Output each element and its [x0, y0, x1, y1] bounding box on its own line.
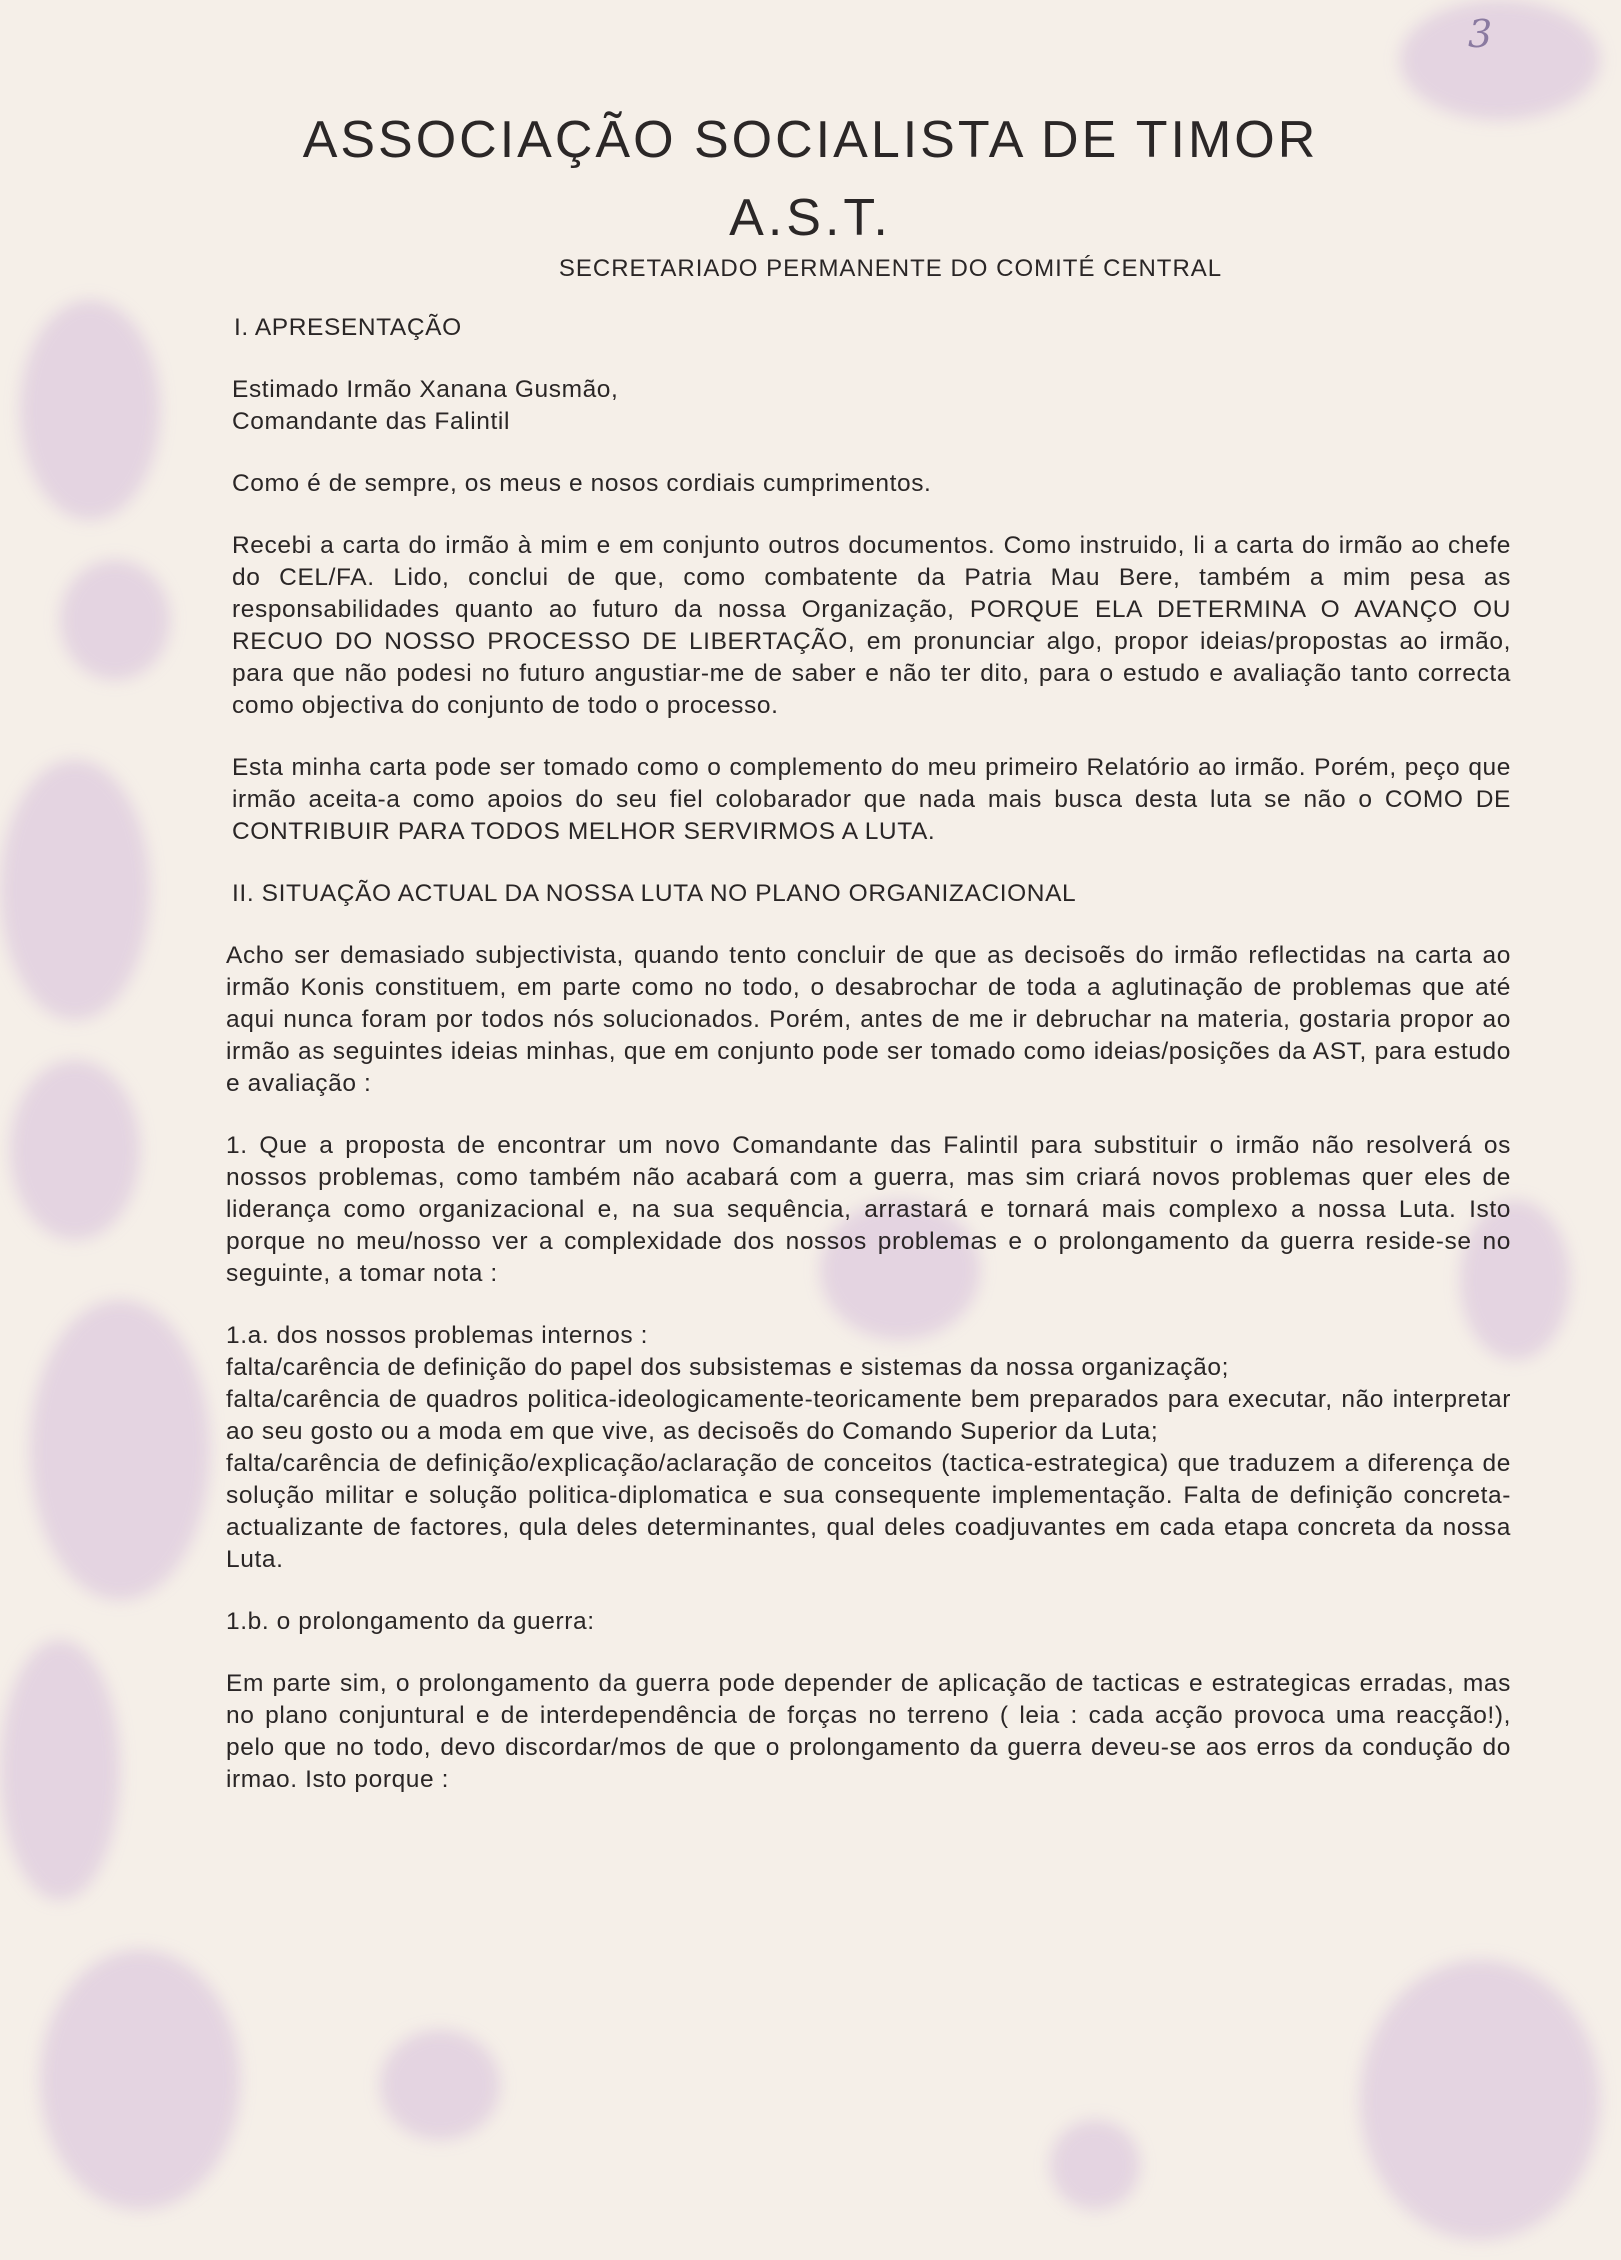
- salutation-line-2: Comandante das Falintil: [232, 408, 511, 435]
- paragraph-3: Acho ser demasiado subjectivista, quando tento concluir de que as decisoẽs do irmão reflectidas na carta ao irmão Konis constituem, em parte como no todo, o desabrochar de toda a aglutinação de problemas que até aqui nunca foram por todos nós solucionados. Porém, antes de me ir debruchar na materia, gostaria propor ao irmão as seguintes ideias minhas, que em conjunto pode ser tomado como ideias/posições da AST, para estudo e avaliação :: [226, 942, 1511, 1097]
- organization-title: ASSOCIAÇÃO SOCIALISTA DE TIMOR: [302, 111, 1319, 169]
- point-1a-heading: 1.a. dos nossos problemas internos :: [226, 1322, 648, 1349]
- point-1b-heading: 1.b. o prolongamento da guerra:: [226, 1608, 595, 1635]
- section-heading-apresentacao: I. APRESENTAÇÃO: [234, 314, 462, 341]
- paragraph-1: Recebi a carta do irmão à mim e em conjunto outros documentos. Como instruido, li a carta do irmão ao chefe do CEL/FA. Lido, conclui de que, como combatente da Patria Mau Bere, também a mim pesa as responsabilidades quanto ao futuro da nossa Organização, PORQUE ELA DETERMINA O AVANÇO OU RECUO DO NOSSO PROCESSO DE LIBERTAÇÃO, em pronunciar algo, propor ideias/propostas ao irmão, para que não podesi no futuro angustiar-me de saber e não ter dito, para o estudo e avaliação tanto correcta como objectiva do conjunto de todo o processo.: [232, 532, 1511, 719]
- organization-abbreviation: A.S.T.: [729, 189, 892, 247]
- page-number: 3: [1468, 12, 1493, 56]
- greeting: Como é de sempre, os meus e nosos cordiais cumprimentos.: [232, 470, 932, 497]
- point-1: 1. Que a proposta de encontrar um novo Comandante das Falintil para substituir o irmão não resolverá os nossos problemas, como também não acabará com a guerra, mas sim criará novos problemas quer eles de liderança como organizacional e, na sua sequência, arrastará e tornará mais complexo a nossa Luta. Isto porque no meu/nosso ver a complexidade dos nossos problemas e o prolongamento da guerra reside-se no seguinte, a tomar nota :: [226, 1132, 1511, 1287]
- point-1a-item: falta/carência de definição/explicação/aclaração de conceitos (tactica-estrategica) que traduzem a diferença de solução militar e solução politica-diplomatica e sua consequente implementação. Falta de definição concreta-actualizante de factores, qula deles determinantes, qual deles coadjuvantes em cada etapa concreta da nossa Luta.: [226, 1450, 1511, 1573]
- point-1a-item: falta/carência de definição do papel dos subsistemas e sistemas da nossa organização;: [226, 1354, 1229, 1381]
- paragraph-2: Esta minha carta pode ser tomado como o complemento do meu primeiro Relatório ao irmão. Porém, peço que irmão aceita-a como apoios do seu fiel colobarador que nada mais busca desta luta se não o COMO DE CONTRIBUIR PARA TODOS MELHOR SERVIRMOS A LUTA.: [232, 754, 1511, 845]
- letter-body: [226, 312, 1511, 1796]
- section-heading-situacao: II. SITUAÇÃO ACTUAL DA NOSSA LUTA NO PLANO ORGANIZACIONAL: [232, 880, 1077, 907]
- point-1a-item: falta/carência de quadros politica-ideologicamente-teoricamente bem preparados para executar, não interpretar ao seu gosto ou a moda em que vive, as decisoẽs do Comando Superior da Luta;: [226, 1386, 1511, 1445]
- salutation-line-1: Estimado Irmão Xanana Gusmão,: [232, 376, 619, 403]
- point-1b-paragraph: Em parte sim, o prolongamento da guerra pode depender de aplicação de tacticas e estrategicas erradas, mas no plano conjuntural e de interdependência de forças no terreno ( leia : cada acção provoca uma reacção!), pelo que no todo, devo discordar/mos de que o prolongamento da guerra deveu-se aos erros da condução do irmao. Isto porque :: [226, 1670, 1511, 1793]
- document-subtitle: SECRETARIADO PERMANENTE DO COMITÉ CENTRAL: [558, 255, 1223, 282]
